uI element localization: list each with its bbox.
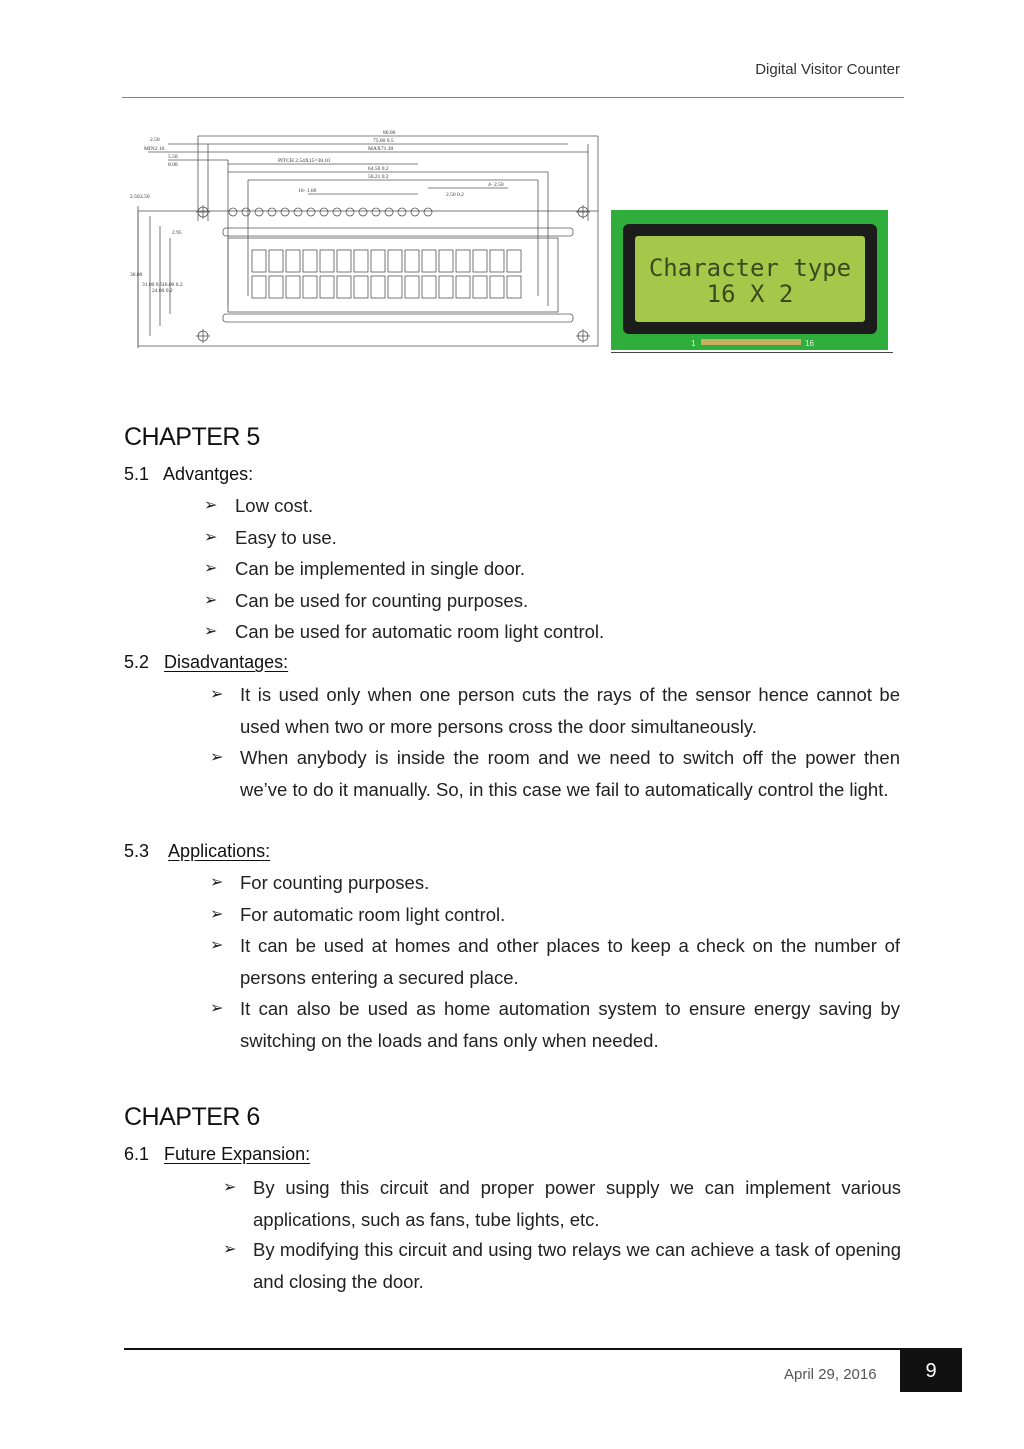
dim-label: 36.00: [130, 272, 143, 278]
footer-date: April 29, 2016: [784, 1366, 877, 1383]
arrowhead-bullet-icon: ➢: [204, 623, 218, 640]
section-number: 5.3: [124, 841, 150, 861]
list-item: ➢ Can be used for counting purposes.: [204, 585, 704, 617]
dim-label: PITCH 2.54X15=38.10: [278, 158, 330, 164]
dim-label: 2.50: [130, 194, 140, 200]
section-number: 5.2: [124, 652, 150, 672]
list-item: ➢ It can be used at homes and other places to keep a check on the number of persons entering a secured place.: [210, 930, 900, 993]
page-number: 9: [900, 1350, 962, 1392]
list-item: ➢ Can be implemented in single door.: [204, 553, 704, 585]
dim-label: 24.00 0.2: [152, 288, 173, 294]
dim-label: 56.21 0.2: [368, 174, 389, 180]
lcd-pin-first: 1: [691, 339, 696, 348]
list-item: ➢ By modifying this circuit and using two relays we can achieve a task of opening and closing the door.: [223, 1234, 901, 1297]
dim-label: 16.00 0.2: [162, 282, 183, 288]
section-name: Advantges:: [163, 464, 254, 484]
chapter-6-title: CHAPTER 6: [124, 1103, 260, 1131]
dim-label: 2.50: [150, 137, 160, 143]
arrowhead-bullet-icon: ➢: [210, 749, 224, 766]
arrowhead-bullet-icon: ➢: [204, 529, 218, 546]
arrowhead-bullet-icon: ➢: [210, 937, 224, 954]
lcd-photo: [611, 210, 888, 350]
lcd-figure: [122, 120, 897, 360]
dim-label: 16- 1.00: [298, 188, 317, 194]
section-name: Applications:: [168, 841, 271, 861]
header-title: Digital Visitor Counter: [755, 61, 900, 78]
dim-label: MAX71.30: [368, 146, 394, 152]
dim-label: 31.00 0.5: [142, 282, 163, 288]
dim-label: 2.50: [140, 194, 150, 200]
footer-rule: [124, 1348, 962, 1350]
list-item: ➢ When anybody is inside the room and we need to switch off the power then we’ve to do it manually. So, in this case we fail to automatically control the light.: [210, 742, 900, 805]
section-5-3-heading: [124, 841, 270, 862]
lcd-dimension-drawing: [128, 126, 608, 356]
lcd-text-line2: 16 X 2: [706, 280, 794, 308]
arrowhead-bullet-icon: ➢: [204, 592, 218, 609]
arrowhead-bullet-icon: ➢: [210, 874, 224, 891]
chapter-5-title: CHAPTER 5: [124, 423, 260, 451]
arrowhead-bullet-icon: ➢: [223, 1179, 237, 1196]
dim-label: 75.00 0.5: [373, 138, 394, 144]
arrowhead-bullet-icon: ➢: [210, 1000, 224, 1017]
list-item: ➢ Low cost.: [204, 490, 704, 522]
arrowhead-bullet-icon: ➢: [204, 497, 218, 514]
section-number: 6.1: [124, 1144, 150, 1164]
list-item: ➢ Easy to use.: [204, 522, 704, 554]
arrowhead-bullet-icon: ➢: [223, 1241, 237, 1258]
dim-label: 4- 2.50: [488, 182, 504, 188]
arrowhead-bullet-icon: ➢: [210, 906, 224, 923]
section-5-2-heading: [124, 652, 288, 673]
dim-label: 8.00: [168, 162, 178, 168]
section-6-1-heading: [124, 1144, 310, 1165]
dim-label: 2.50 0.2: [446, 192, 464, 198]
list-item: ➢ Can be used for automatic room light control.: [204, 616, 704, 648]
lcd-pin-last: 16: [805, 339, 814, 348]
lcd-pin-header: [701, 339, 801, 345]
section-name: Disadvantages:: [164, 652, 289, 672]
dim-label: 2.95: [172, 230, 182, 236]
list-item: ➢ By using this circuit and proper power supply we can implement various applications, such as fans, tube lights, etc.: [223, 1172, 901, 1235]
dim-label: 5.50: [168, 154, 178, 160]
arrowhead-bullet-icon: ➢: [210, 686, 224, 703]
dim-label: 64.50 0.2: [368, 166, 389, 172]
dim-label: 80.00: [383, 130, 396, 136]
section-name: Future Expansion:: [164, 1144, 311, 1164]
list-item: ➢ For automatic room light control.: [210, 899, 900, 931]
section-number: 5.1: [124, 464, 150, 484]
section-5-1-heading: [124, 464, 253, 485]
dim-label: MIN2.10: [144, 146, 165, 152]
arrowhead-bullet-icon: ➢: [204, 560, 218, 577]
header-rule: [122, 97, 904, 98]
list-item: ➢ It is used only when one person cuts the rays of the sensor hence cannot be used when two or more persons cross the door simultaneously.: [210, 679, 900, 742]
lcd-text-line1: Character type: [648, 254, 852, 282]
figure-rule: [611, 352, 893, 353]
list-item: ➢ It can also be used as home automation system to ensure energy saving by switching on the loads and fans only when needed.: [210, 993, 900, 1056]
list-item: ➢ For counting purposes.: [210, 867, 900, 899]
